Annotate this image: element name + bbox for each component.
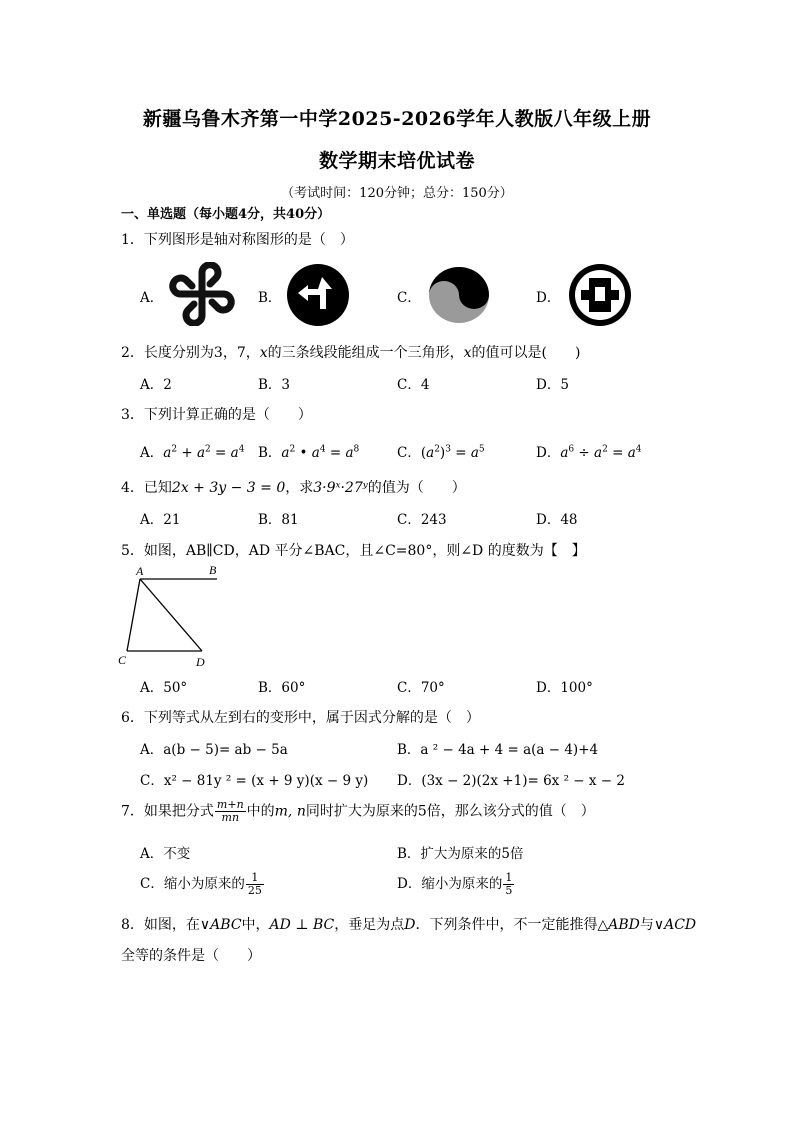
q3-option-d[interactable]: D．$a^6 \div a^2 = a^4$ [536, 444, 642, 461]
q7-option-a[interactable]: A．不变 [140, 846, 191, 862]
q6-option-c[interactable]: C．x² − 81y ² = (x + 9 y)(x − 9 y) [140, 773, 369, 789]
q5-option-d[interactable]: D．100° [536, 680, 593, 696]
point-b: B [209, 563, 217, 577]
q4-option-d[interactable]: D．48 [536, 512, 578, 528]
q8-stem-line1: 8．如图，在∨ABC中，AD ⊥ BC，垂足为点D．下列条件中，不一定能推得△ABD与∨ACD [121, 917, 697, 933]
q5-stem: 5．如图，AB∥CD，AD 平分∠BAC，且∠C=80°，则∠D 的度数为【 】 [121, 543, 586, 559]
q2-option-b[interactable]: B．3 [258, 377, 291, 393]
page-subtitle: 数学期末培优试卷 [318, 150, 475, 172]
q6-option-a[interactable]: A．a(b − 5)= ab − 5a [140, 742, 288, 758]
q7-option-c[interactable]: C．缩小为原来的 $\frac{1}{25}$ [140, 871, 262, 897]
point-c: C [118, 653, 127, 667]
yin-yang-icon [428, 266, 490, 324]
q4-option-b[interactable]: B．81 [258, 512, 299, 528]
q3-option-c[interactable]: C．$(a^2)^3 = a^5$ [397, 444, 485, 461]
q5-option-a[interactable]: A．50° [140, 680, 188, 696]
q7-option-d[interactable]: D．缩小为原来的 $\frac{1}{5}$ [397, 871, 513, 897]
q1-label-a: A． [140, 290, 164, 306]
section-heading: 一、单选题（每小题4分，共40分） [121, 207, 331, 222]
q1-label-b: B． [258, 290, 282, 306]
q8-stem-line2: 全等的条件是（ ） [121, 948, 261, 964]
q1-label-d: D． [536, 290, 561, 306]
q5-option-c[interactable]: C．70° [397, 680, 445, 696]
q4-option-c[interactable]: C．243 [397, 512, 447, 528]
q6-option-b[interactable]: B．a ² − 4a + 4 = a(a − 4)+4 [397, 742, 599, 758]
q1-stem: 1．下列图形是轴对称图形的是（ ） [121, 232, 354, 248]
q4-option-a[interactable]: A．21 [140, 512, 181, 528]
q2-option-c[interactable]: C．4 [397, 377, 430, 393]
q7-fraction: $\frac{m+n}{mn}$ [216, 798, 244, 824]
q6-stem: 6．下列等式从左到右的变形中，属于因式分解的是（ ） [121, 710, 480, 726]
q2-option-d[interactable]: D．5 [536, 377, 569, 393]
q7-option-b[interactable]: B．扩大为原来的5倍 [397, 846, 524, 862]
q4-stem: 4．已知2x + 3y − 3 = 0，求3·9ˣ·27ʸ的值为（ ） [121, 480, 466, 496]
q3-option-b[interactable]: B．$a^2$ • $a^4 = a^8$ [258, 444, 360, 461]
ancient-coin-icon [567, 263, 633, 327]
q5-figure [114, 560, 224, 670]
q2-stem: 2．长度分别为3，7，x的三条线段能组成一个三角形，x的值可以是( ) [121, 345, 581, 361]
page-title: 新疆乌鲁木齐第一中学2025-2026学年人教版八年级上册 [142, 108, 652, 130]
q3-stem: 3．下列计算正确的是（ ） [121, 407, 312, 423]
knot-symbol-icon [166, 262, 238, 326]
q3-option-a[interactable]: A．$a^2 + a^2 = a^4$ [140, 444, 245, 461]
q1-label-c: C． [397, 290, 421, 306]
exam-info: （考试时间：120分钟；总分：150分） [281, 186, 513, 201]
q2-option-a[interactable]: A．2 [140, 377, 172, 393]
point-d: D [196, 655, 205, 669]
q5-option-b[interactable]: B．60° [258, 680, 306, 696]
point-a: A [136, 564, 144, 578]
q7-stem: 7．如果把分式 $\frac{m+n}{mn}$ 中的m, n同时扩大为原来的5倍，那么该分式的值（ ） [121, 798, 595, 824]
arrow-circle-icon [286, 263, 350, 327]
q6-option-d[interactable]: D．(3x − 2)(2x +1)= 6x ² − x − 2 [397, 773, 625, 789]
